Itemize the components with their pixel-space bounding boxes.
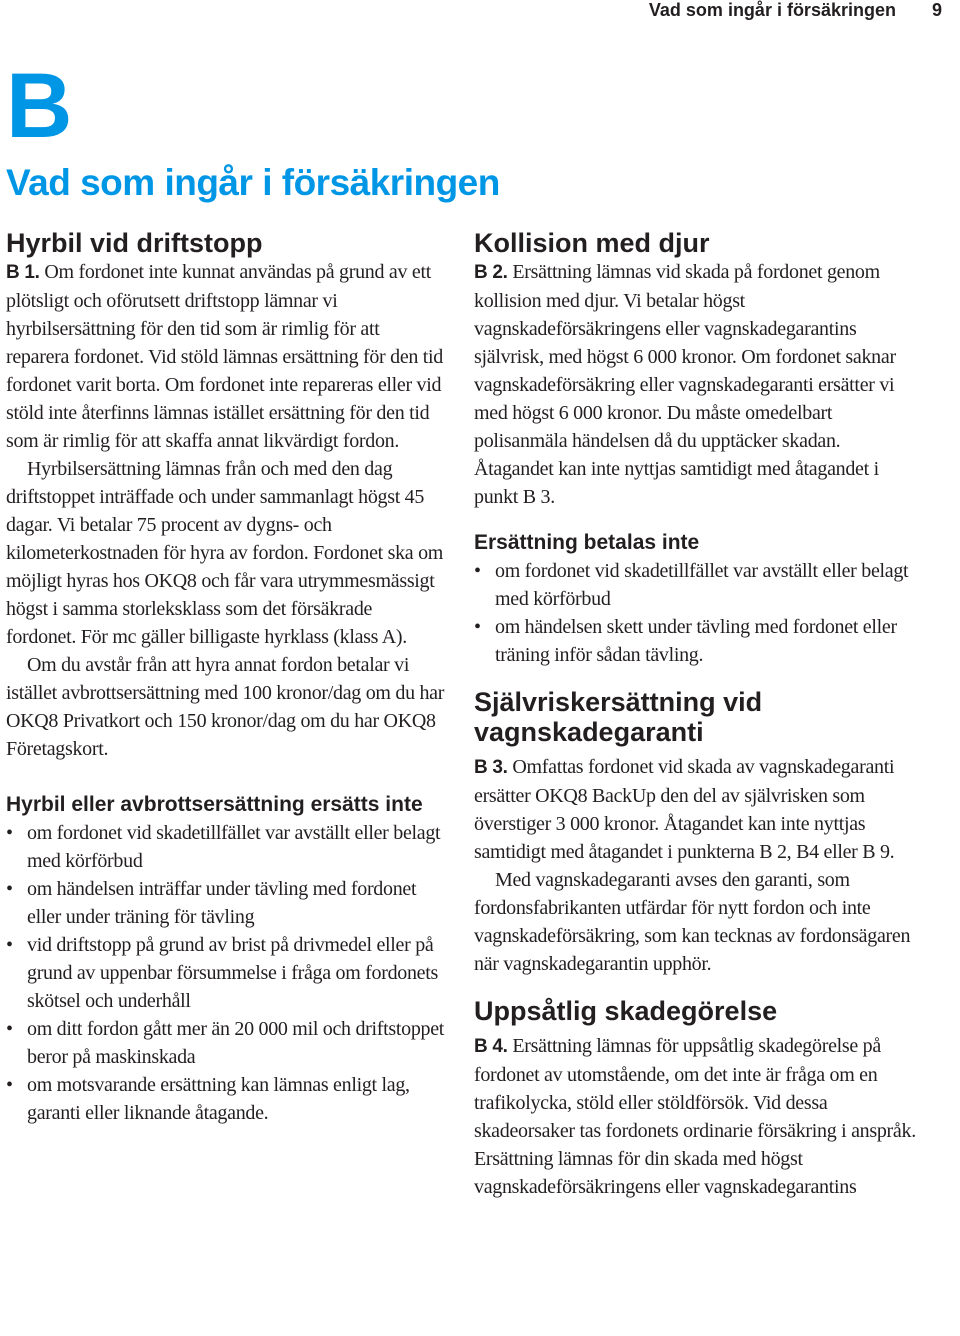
section-heading-exclusions: Hyrbil eller avbrottsersättning ersätts inte [6, 793, 423, 816]
list-item: • vid driftstopp på grund av brist på drivmedel eller på grund av uppenbar försummelse i fråga om fordonets skötsel och underhåll [6, 931, 446, 1015]
list-item: • om händelsen skett under tävling med fordonet eller träning inför sådan tävling. [474, 613, 922, 669]
paragraph-b2-text: Ersättning lämnas vid skada på fordonet genom kollision med djur. Vi betalar högst vagnskadeförsäkringens eller vagnskadegarantins självrisk, med högst 6 000 kronor. Om fordonet saknar vagnskadeförsäkring eller vagnskadegaranti ersätter vi med högst 6 000 kronor. Du måste omedelbart polisanmäla händelsen då du upptäcker skadan. Åtagandet kan inte nyttjas samtidigt med åtagandet i punkt B 3. [474, 261, 896, 508]
section-heading-hyrbil: Hyrbil vid driftstopp [6, 228, 263, 258]
running-header [649, 0, 942, 22]
clause-ref-b2: B 2. [474, 262, 508, 283]
chapter-letter: B [6, 55, 71, 157]
paragraph-b1-rental: Hyrbilsersättning lämnas från och med den dag driftstoppet inträffade och under sammanlagt högst 45 dagar. Vi betalar 75 procent av dygns- och kilometerkostnaden för hyra av fordon. Fordonet ska om möjligt hyras hos OKQ8 och får vara utrymmesmässigt högst i samma storleksklass som det försäkrade fordonet. För mc gäller billigaste hyrklass (klass A). [6, 458, 444, 648]
paragraph-b4-text: Ersättning lämnas för uppsåtlig skadegörelse på fordonet av utomstående, om det inte är fråga om en trafikolycka, stöld eller stöldförsök. Vid dessa skadeorsaker tas fordonets ordinarie försäkring i anspråk. Ersättning lämnas för din skada med högst vagnskadeförsäkringens eller vagnskadegarantins [474, 1035, 916, 1198]
clause-ref-b1: B 1. [6, 262, 40, 283]
paragraph-b3-text: Omfattas fordonet vid skada av vagnskadegaranti ersätter OKQ8 BackUp den del av självrisken som överstiger 3 000 kronor. Åtagandet kan inte nyttjas samtidigt med åtagandet i punkterna B 2, B4 eller B 9. [474, 756, 895, 863]
running-title: Vad som ingår i försäkringen [648, 0, 896, 20]
list-item: • om fordonet vid skadetillfället var avställt eller belagt med körförbud [6, 819, 446, 875]
paragraph-b3 [474, 753, 922, 866]
paragraph-b4 [474, 1032, 922, 1201]
list-item: • om fordonet vid skadetillfället var avställt eller belagt med körförbud [474, 557, 922, 613]
chapter-title: Vad som ingår i försäkringen [6, 162, 500, 203]
left-column [6, 228, 446, 1127]
section-heading-not-paid: Ersättning betalas inte [474, 531, 700, 554]
paragraph-b1-text: Om fordonet inte kunnat användas på grund av ett plötsligt och oförutsett driftstopp lämnar vi hyrbilsersättning för den tid som är rimlig för att reparera fordonet. Vid stöld lämnas ersättning för den tid fordonet varit borta. Om fordonet inte repareras eller vid stöld inte återfinns lämnas istället ersättning för den tid som är rimlig för att skaffa annat likvärdigt fordon. [6, 261, 444, 452]
paragraph-b1-compensation: Om du avstår från att hyra annat fordon betalar vi istället avbrottsersättning med 100 kronor/dag om du har OKQ8 Privatkort och 150 kronor/dag om du har OKQ8 Företagskort. [6, 654, 445, 760]
paragraph-b3-definition: Med vagnskadegaranti avses den garanti, som fordonsfabrikanten utfärdar för nytt fordon och inte vagnskadeförsäkring, som kan tecknas av fordonsägaren när vagnskadegarantin upphör. [474, 869, 911, 975]
section-heading-sjalvrisk: Självriskersättning vid vagnskadegaranti [474, 687, 763, 747]
exclusion-list [6, 819, 446, 1127]
list-item: • om motsvarande ersättning kan lämnas enligt lag, garanti eller liknande åtagande. [6, 1071, 446, 1127]
page-number: 9 [931, 0, 942, 20]
section-heading-kollision: Kollision med djur [474, 228, 710, 258]
paragraph-b2 [474, 258, 922, 511]
clause-ref-b3: B 3. [474, 757, 508, 778]
clause-ref-b4: B 4. [474, 1036, 508, 1057]
not-paid-list [474, 557, 922, 669]
section-heading-skadegorelse: Uppsåtlig skadegörelse [474, 996, 778, 1026]
right-column [474, 228, 922, 1201]
paragraph-b1-intro [6, 258, 446, 455]
list-item: • om ditt fordon gått mer än 20 000 mil och driftstoppet beror på maskinskada [6, 1015, 446, 1071]
list-item: • om händelsen inträffar under tävling med fordonet eller under träning för tävling [6, 875, 446, 931]
